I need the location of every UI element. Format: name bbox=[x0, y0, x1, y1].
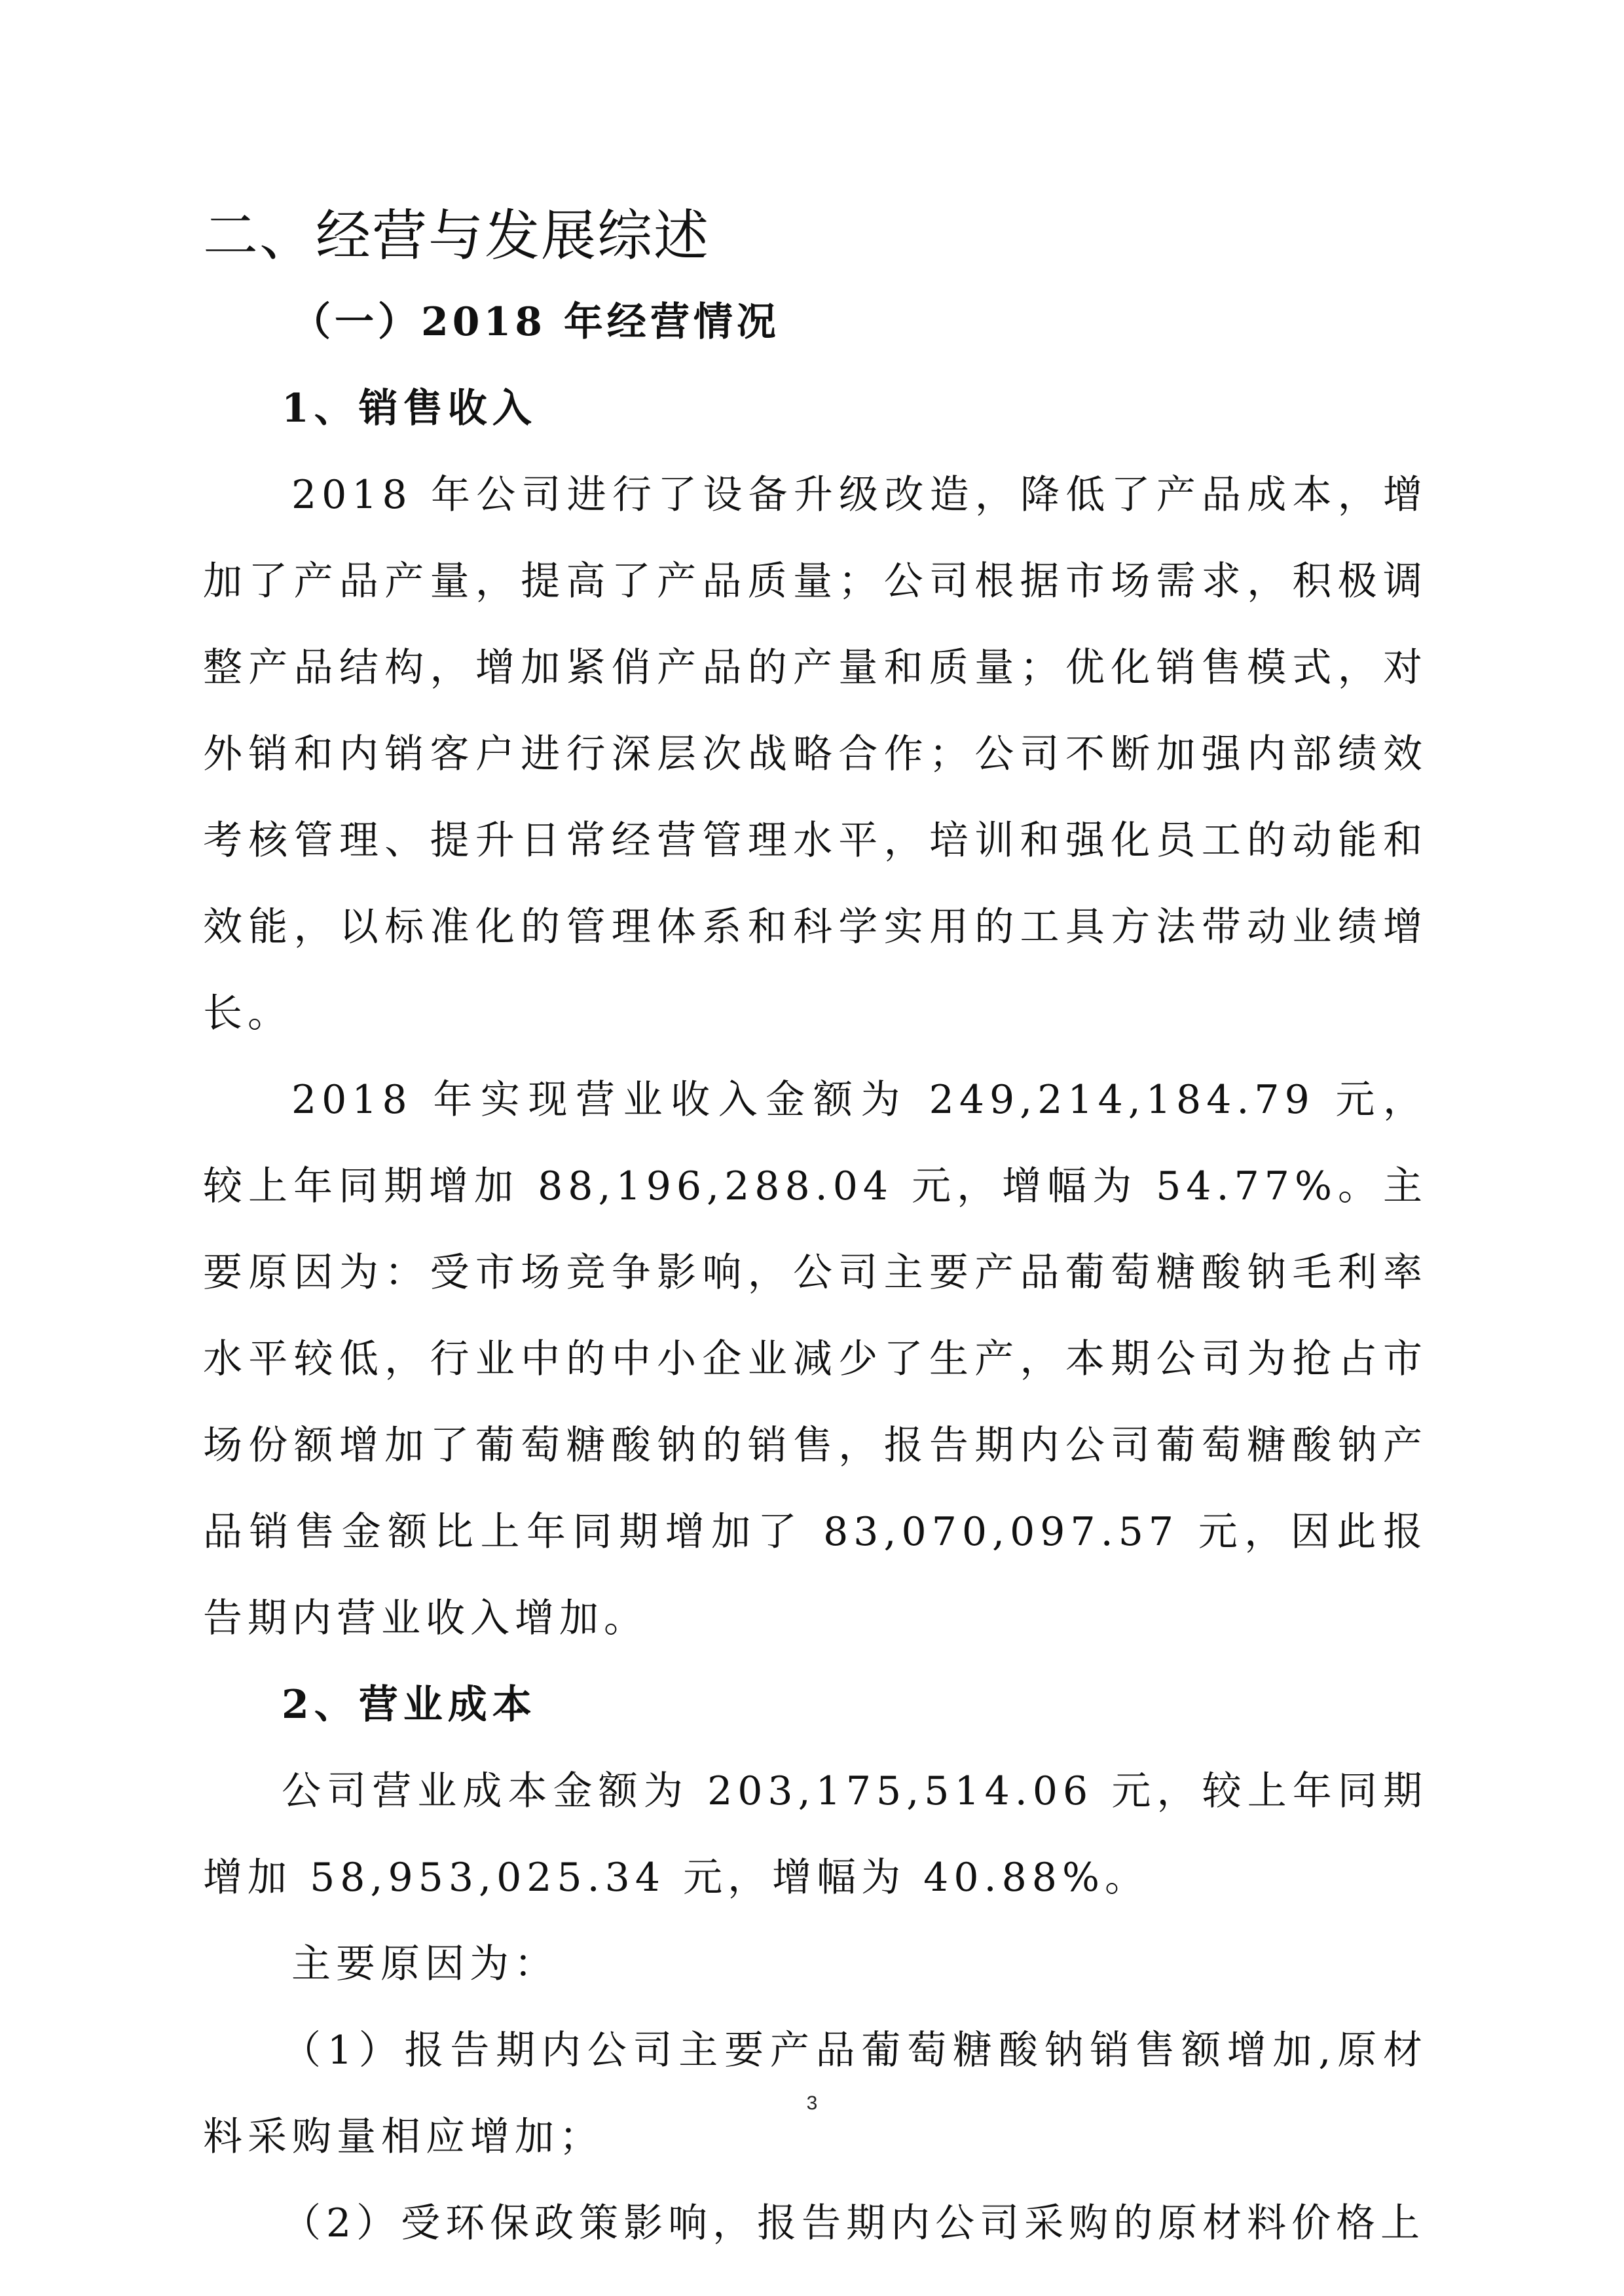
subsection-title: （一）2018 年经营情况 bbox=[291, 299, 780, 345]
document-body bbox=[203, 196, 1428, 2267]
paragraph: 公司营业成本金额为 203,175,514.06 元，较上年同期增加 58,953,025.34 元，增幅为 40.88%。 bbox=[203, 1768, 1428, 1901]
item-sales-revenue bbox=[203, 365, 1428, 1662]
paragraph: 2018 年实现营业收入金额为 249,214,184.79 元，较上年同期增加 88,196,288.04 元，增幅为 54.77%。主要原因为：受市场竞争影响，公司主要产品葡萄糖酸钠毛利率水平较低，行业中的中小企业减少了生产，本期公司为抢占市场份额增加了葡萄糖酸钠的销售，报告期内公司葡萄糖酸钠产品销售金额比上年同期增加了 83,070,097.57 元，因此报告期内营业收入增加。 bbox=[203, 1077, 1428, 1641]
section-title: 二、经营与发展综述 bbox=[203, 204, 710, 268]
paragraph: 主要原因为： bbox=[291, 1941, 559, 1987]
paragraph: 2018 年公司进行了设备升级改造，降低了产品成本，增加了产品产量，提高了产品质量；公司根据市场需求，积极调整产品结构，增加紧俏产品的产量和质量；优化销售模式，对外销和内销客户进行深层次战略合作；公司不断加强内部绩效考核管理、提升日常经营管理水平，培训和强化员工的动能和效能，以标准化的管理体系和科学实用的工具方法带动业绩增长。 bbox=[203, 472, 1428, 1036]
page-number: 3 bbox=[806, 2092, 818, 2114]
paragraph: （2）受环保政策影响，报告期内公司采购的原材料价格上 bbox=[282, 2200, 1426, 2246]
item-operating-cost bbox=[203, 1662, 1428, 2267]
paragraph: （1）报告期内公司主要产品葡萄糖酸钠销售额增加,原材料采购量相应增加； bbox=[203, 2028, 1428, 2160]
item-title-sales-revenue: 1、销售收入 bbox=[282, 386, 537, 431]
item-title-operating-cost: 2、营业成本 bbox=[282, 1682, 537, 1728]
